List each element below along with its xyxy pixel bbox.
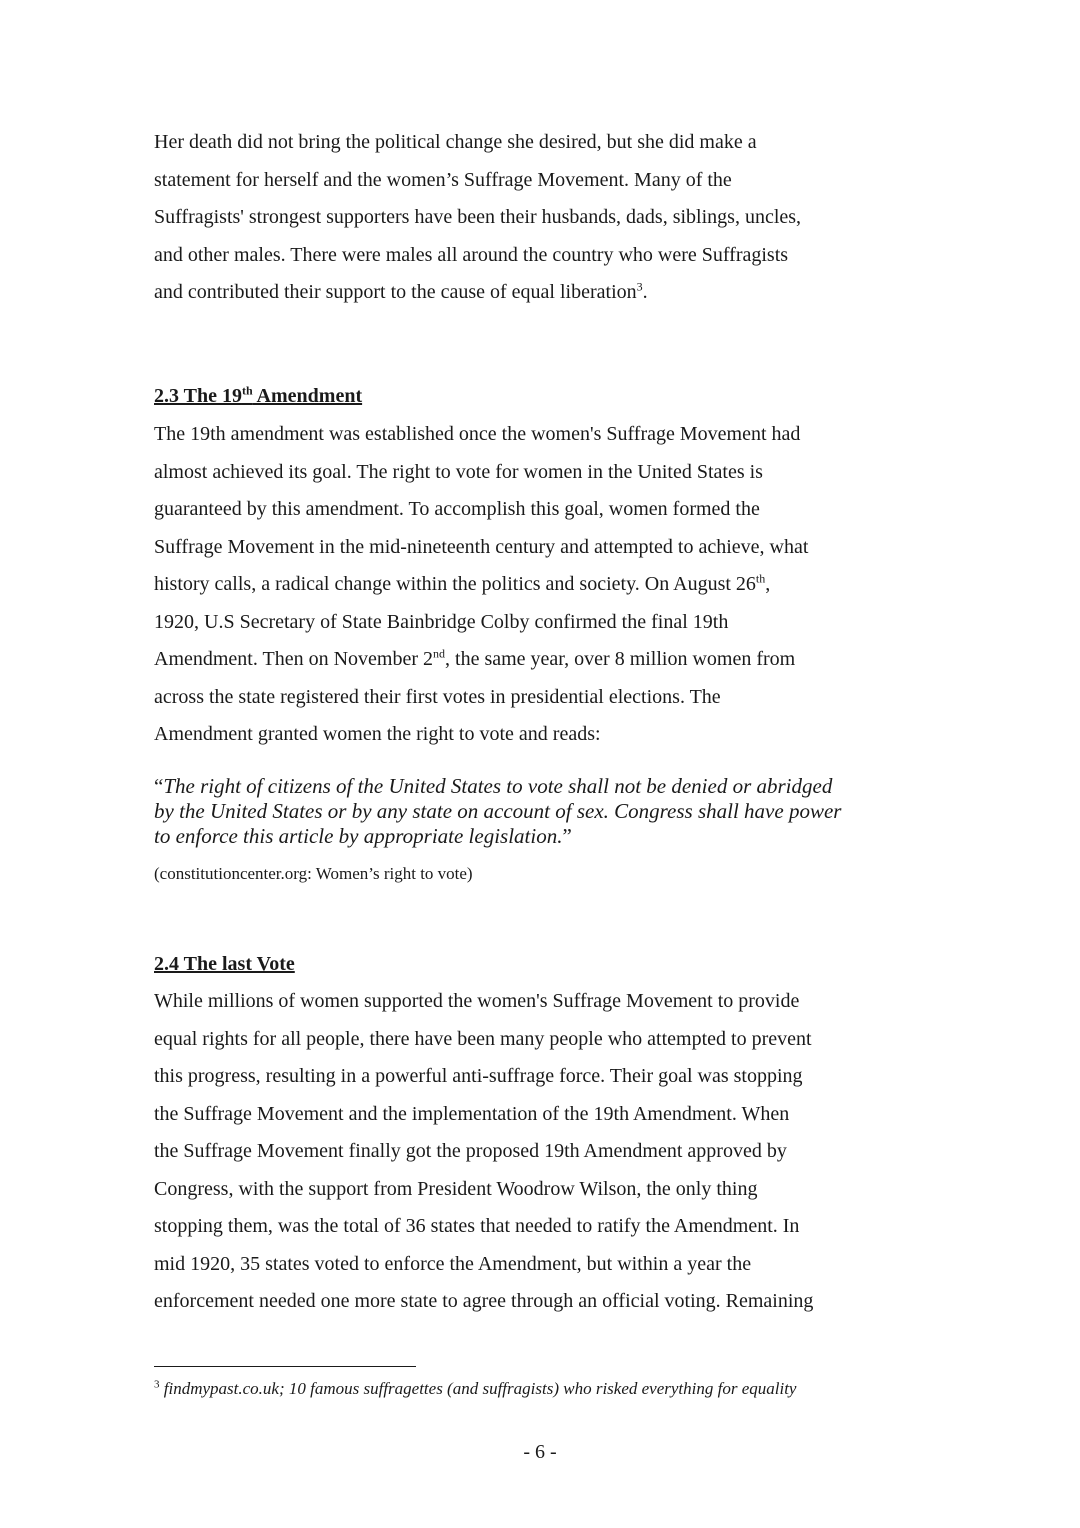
body-line: the Suffrage Movement and the implementation of the 19th Amendment. When xyxy=(154,1103,790,1125)
intro-line-4: and other males. There were males all around the country who were Suffragists xyxy=(154,244,789,266)
quote-text: The right of citizens of the United States to vote shall not be denied or abridged xyxy=(163,774,833,798)
body-line: this progress, resulting in a powerful anti-suffrage force. Their goal was stopping xyxy=(154,1065,803,1087)
amendment-quote-line-3 xyxy=(154,824,572,848)
footnote-reference: 3 xyxy=(636,279,643,294)
intro-line-5 xyxy=(154,280,648,304)
quote-citation: (constitutioncenter.org: Women’s right to vote) xyxy=(154,864,473,883)
heading-2-3-text: 2.3 The 19 xyxy=(154,385,242,407)
body-line: mid 1920, 35 states voted to enforce the Amendment, but within a year the xyxy=(154,1253,752,1275)
body-line xyxy=(154,572,770,596)
body-line: While millions of women supported the women's Suffrage Movement to provide xyxy=(154,990,800,1012)
footnote xyxy=(154,1379,796,1399)
body-line: stopping them, was the total of 36 states that needed to ratify the Amendment. In xyxy=(154,1215,800,1237)
heading-2-3-sup: th xyxy=(241,383,253,398)
body-line-text: , xyxy=(765,573,771,595)
intro-line-2: statement for herself and the women’s Suffrage Movement. Many of the xyxy=(154,169,732,191)
body-line-text: , the same year, over 8 million women from xyxy=(445,648,796,670)
intro-line-5-end: . xyxy=(642,281,648,303)
body-line: enforcement needed one more state to agree through an official voting. Remaining xyxy=(154,1290,814,1312)
ordinal-sup: nd xyxy=(433,646,446,661)
body-line: across the state registered their first votes in presidential elections. The xyxy=(154,686,721,708)
open-quote-mark: “ xyxy=(154,774,164,798)
body-line: Suffrage Movement in the mid-nineteenth century and attempted to achieve, what xyxy=(154,536,809,558)
intro-line-1: Her death did not bring the political change she desired, but she did make a xyxy=(154,131,757,153)
close-quote-mark: ” xyxy=(562,824,572,848)
body-line: 1920, U.S Secretary of State Bainbridge Colby confirmed the final 19th xyxy=(154,611,729,633)
amendment-quote-line-2: by the United States or by any state on account of sex. Congress shall have power xyxy=(154,799,842,823)
body-line-text: Amendment. Then on November 2 xyxy=(154,648,434,670)
ordinal-sup: th xyxy=(755,571,766,586)
intro-line-5-text: and contributed their support to the cause of equal liberation xyxy=(154,281,637,303)
body-line-text: history calls, a radical change within the politics and society. On August 26 xyxy=(154,573,756,595)
body-line: equal rights for all people, there have been many people who attempted to prevent xyxy=(154,1028,812,1050)
page-number: - 6 - xyxy=(523,1441,557,1463)
body-line xyxy=(154,647,795,671)
footnote-separator xyxy=(154,1366,416,1367)
footnote-marker: 3 xyxy=(154,1378,160,1391)
body-line: Congress, with the support from President Woodrow Wilson, the only thing xyxy=(154,1178,758,1200)
body-line: Amendment granted women the right to vote and reads: xyxy=(154,723,601,745)
footnote-text: findmypast.co.uk; 10 famous suffragettes (and suffragists) who risked everything for equality xyxy=(159,1379,797,1398)
body-line: almost achieved its goal. The right to vote for women in the United States is xyxy=(154,461,763,483)
amendment-quote-line-1 xyxy=(154,774,832,798)
quote-text: to enforce this article by appropriate legislation. xyxy=(154,824,563,848)
section-heading-2-3 xyxy=(154,384,362,408)
body-line: guaranteed by this amendment. To accomplish this goal, women formed the xyxy=(154,498,760,520)
body-line: the Suffrage Movement finally got the proposed 19th Amendment approved by xyxy=(154,1140,787,1162)
intro-line-3: Suffragists' strongest supporters have been their husbands, dads, siblings, uncles, xyxy=(154,206,802,228)
body-line: The 19th amendment was established once the women's Suffrage Movement had xyxy=(154,423,801,445)
heading-2-3-text-end: Amendment xyxy=(252,385,363,407)
section-heading-2-4: 2.4 The last Vote xyxy=(154,953,295,975)
